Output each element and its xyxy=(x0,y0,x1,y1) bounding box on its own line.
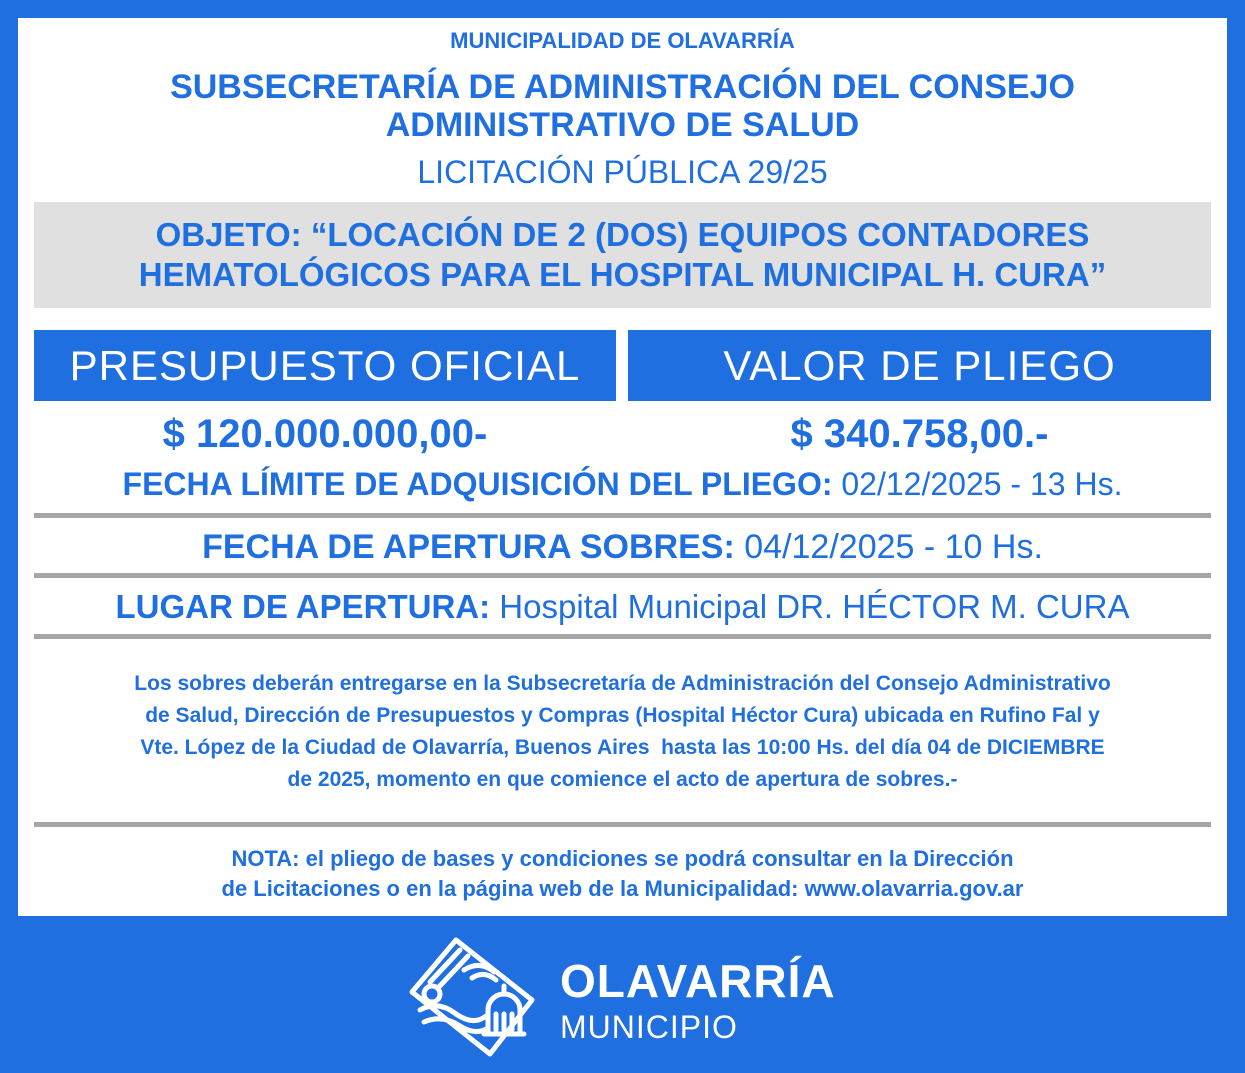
nota-line-1: NOTA: el pliego de bases y condiciones se podrá consultar en la Dirección xyxy=(231,846,1014,871)
brand-block xyxy=(560,955,836,1047)
fecha-limite-row xyxy=(34,466,1211,503)
lugar-apertura-label: LUGAR DE APERTURA: xyxy=(115,588,491,625)
lugar-apertura-row xyxy=(34,588,1211,626)
fecha-apertura-row xyxy=(34,528,1211,567)
presupuesto-header: PRESUPUESTO OFICIAL xyxy=(34,330,616,401)
fecha-apertura-value: 04/12/2025 - 10 Hs. xyxy=(744,528,1043,566)
objeto-panel xyxy=(34,202,1211,308)
objeto-line-1: OBJETO: “LOCACIÓN DE 2 (DOS) EQUIPOS CONTADORES xyxy=(155,216,1090,253)
divider xyxy=(34,634,1211,639)
subsecretaria-title xyxy=(18,68,1227,144)
municipality-title: MUNICIPALIDAD DE OLAVARRÍA xyxy=(450,28,795,53)
divider xyxy=(34,822,1211,827)
instructions-paragraph xyxy=(34,668,1211,796)
olavarria-municipal-logo-icon xyxy=(404,930,544,1060)
brand-name: OLAVARRÍA xyxy=(560,955,836,1007)
fecha-apertura-label: FECHA DE APERTURA SOBRES: xyxy=(202,528,735,566)
instructions-line-1: Los sobres deberán entregarse en la Subsecretaría de Administración del Consejo Administrativo xyxy=(134,672,1111,695)
notice-card xyxy=(18,18,1227,916)
nota-line-2: de Licitaciones o en la página web de la Municipalidad: www.olavarria.gov.ar xyxy=(221,876,1024,901)
subsecretaria-line-2: ADMINISTRATIVO DE SALUD xyxy=(385,106,860,144)
licitacion-number: LICITACIÓN PÚBLICA 29/25 xyxy=(417,154,828,190)
presupuesto-value: $ 120.000.000,00- xyxy=(162,412,488,456)
pliego-value: $ 340.758,00.- xyxy=(790,412,1049,456)
instructions-line-4: de 2025, momento en que comience el acto de apertura de sobres.- xyxy=(287,768,958,791)
lugar-apertura-value: Hospital Municipal DR. HÉCTOR M. CURA xyxy=(499,588,1130,625)
fecha-limite-value: 02/12/2025 - 13 Hs. xyxy=(841,466,1123,502)
subsecretaria-line-1: SUBSECRETARÍA DE ADMINISTRACIÓN DEL CONSEJO xyxy=(170,68,1075,106)
pliego-header: VALOR DE PLIEGO xyxy=(628,330,1211,401)
brand-subtitle: MUNICIPIO xyxy=(560,1009,738,1045)
divider xyxy=(34,513,1211,518)
instructions-line-2: de Salud, Dirección de Presupuestos y Compras (Hospital Héctor Cura) ubicada en Rufino Fal y xyxy=(145,704,1100,727)
fecha-limite-label: FECHA LÍMITE DE ADQUISICIÓN DEL PLIEGO: xyxy=(122,466,833,502)
objeto-line-2: HEMATOLÓGICOS PARA EL HOSPITAL MUNICIPAL H. CURA” xyxy=(138,256,1107,293)
divider xyxy=(34,573,1211,578)
nota-paragraph xyxy=(34,844,1211,904)
instructions-line-3: Vte. López de la Ciudad de Olavarría, Buenos Aires hasta las 10:00 Hs. del día 04 de DICIEMBRE xyxy=(140,736,1105,759)
